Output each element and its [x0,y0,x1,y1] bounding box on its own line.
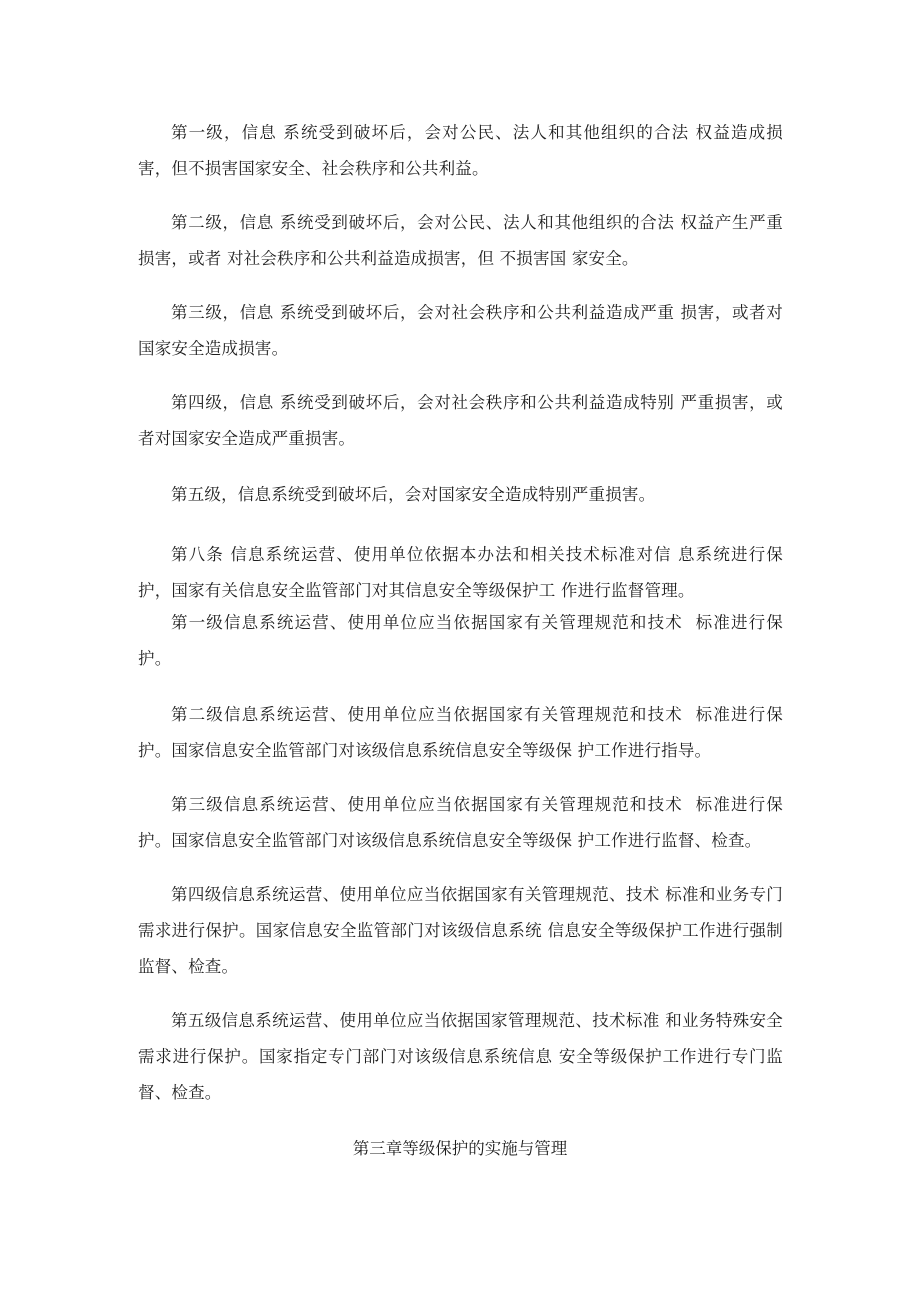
paragraph-level-5: 第五级，信息系统受到破坏后，会对国家安全造成特别严重损害。 [171,485,656,504]
paragraph-protection-level-3: 第三级信息系统运营、使用单位应当依据国家有关管理规范和技术 标准进行保护。国家信息安全监管部门对该级信息系统信息安全等级保 护工作进行监督、检查。 [138,795,783,850]
paragraph-level-2: 第二级，信息 系统受到破坏后，会对公民、法人和其他组织的合法 权益产生严重损害，或者 对社会秩序和公共利益造成损害，但 不损害国 家安全。 [138,213,783,268]
paragraph-protection-level-5: 第五级信息系统运营、使用单位应当依据国家管理规范、技术标准 和业务特殊安全需求进行保护。国家指定专门部门对该级信息系统信息 安全等级保护工作进行专门监督、检查。 [138,1011,783,1102]
paragraph-protection-level-1: 第一级信息系统运营、使用单位应当依据国家有关管理规范和技术 标准进行保护。 [138,613,783,668]
paragraph-protection-level-4: 第四级信息系统运营、使用单位应当依据国家有关管理规范、技术 标准和业务专门需求进行保护。国家信息安全监管部门对该级信息系统 信息安全等级保护工作进行强制监督、检查。 [138,885,783,976]
paragraph-protection-level-2: 第二级信息系统运营、使用单位应当依据国家有关管理规范和技术 标准进行保护。国家信息安全监管部门对该级信息系统信息安全等级保 护工作进行指导。 [138,705,783,760]
paragraph-level-3: 第三级，信息 系统受到破坏后，会对社会秩序和公共利益造成严重 损害，或者对国家安全造成损害。 [138,303,783,358]
paragraph-article-8: 第八条 信息系统运营、使用单位依据本办法和相关技术标准对信 息系统进行保护，国家有关信息安全监管部门对其信息安全等级保护工 作进行监督管理。 [138,545,783,600]
chapter-heading: 第三章等级保护的实施与管理 [352,1139,568,1158]
paragraph-level-4: 第四级，信息 系统受到破坏后，会对社会秩序和公共利益造成特别 严重损害，或者对国家安全造成严重损害。 [138,393,783,448]
paragraph-level-1: 第一级，信息 系统受到破坏后，会对公民、法人和其他组织的合法 权益造成损害，但不损害国家安全、社会秩序和公共利益。 [138,123,783,178]
